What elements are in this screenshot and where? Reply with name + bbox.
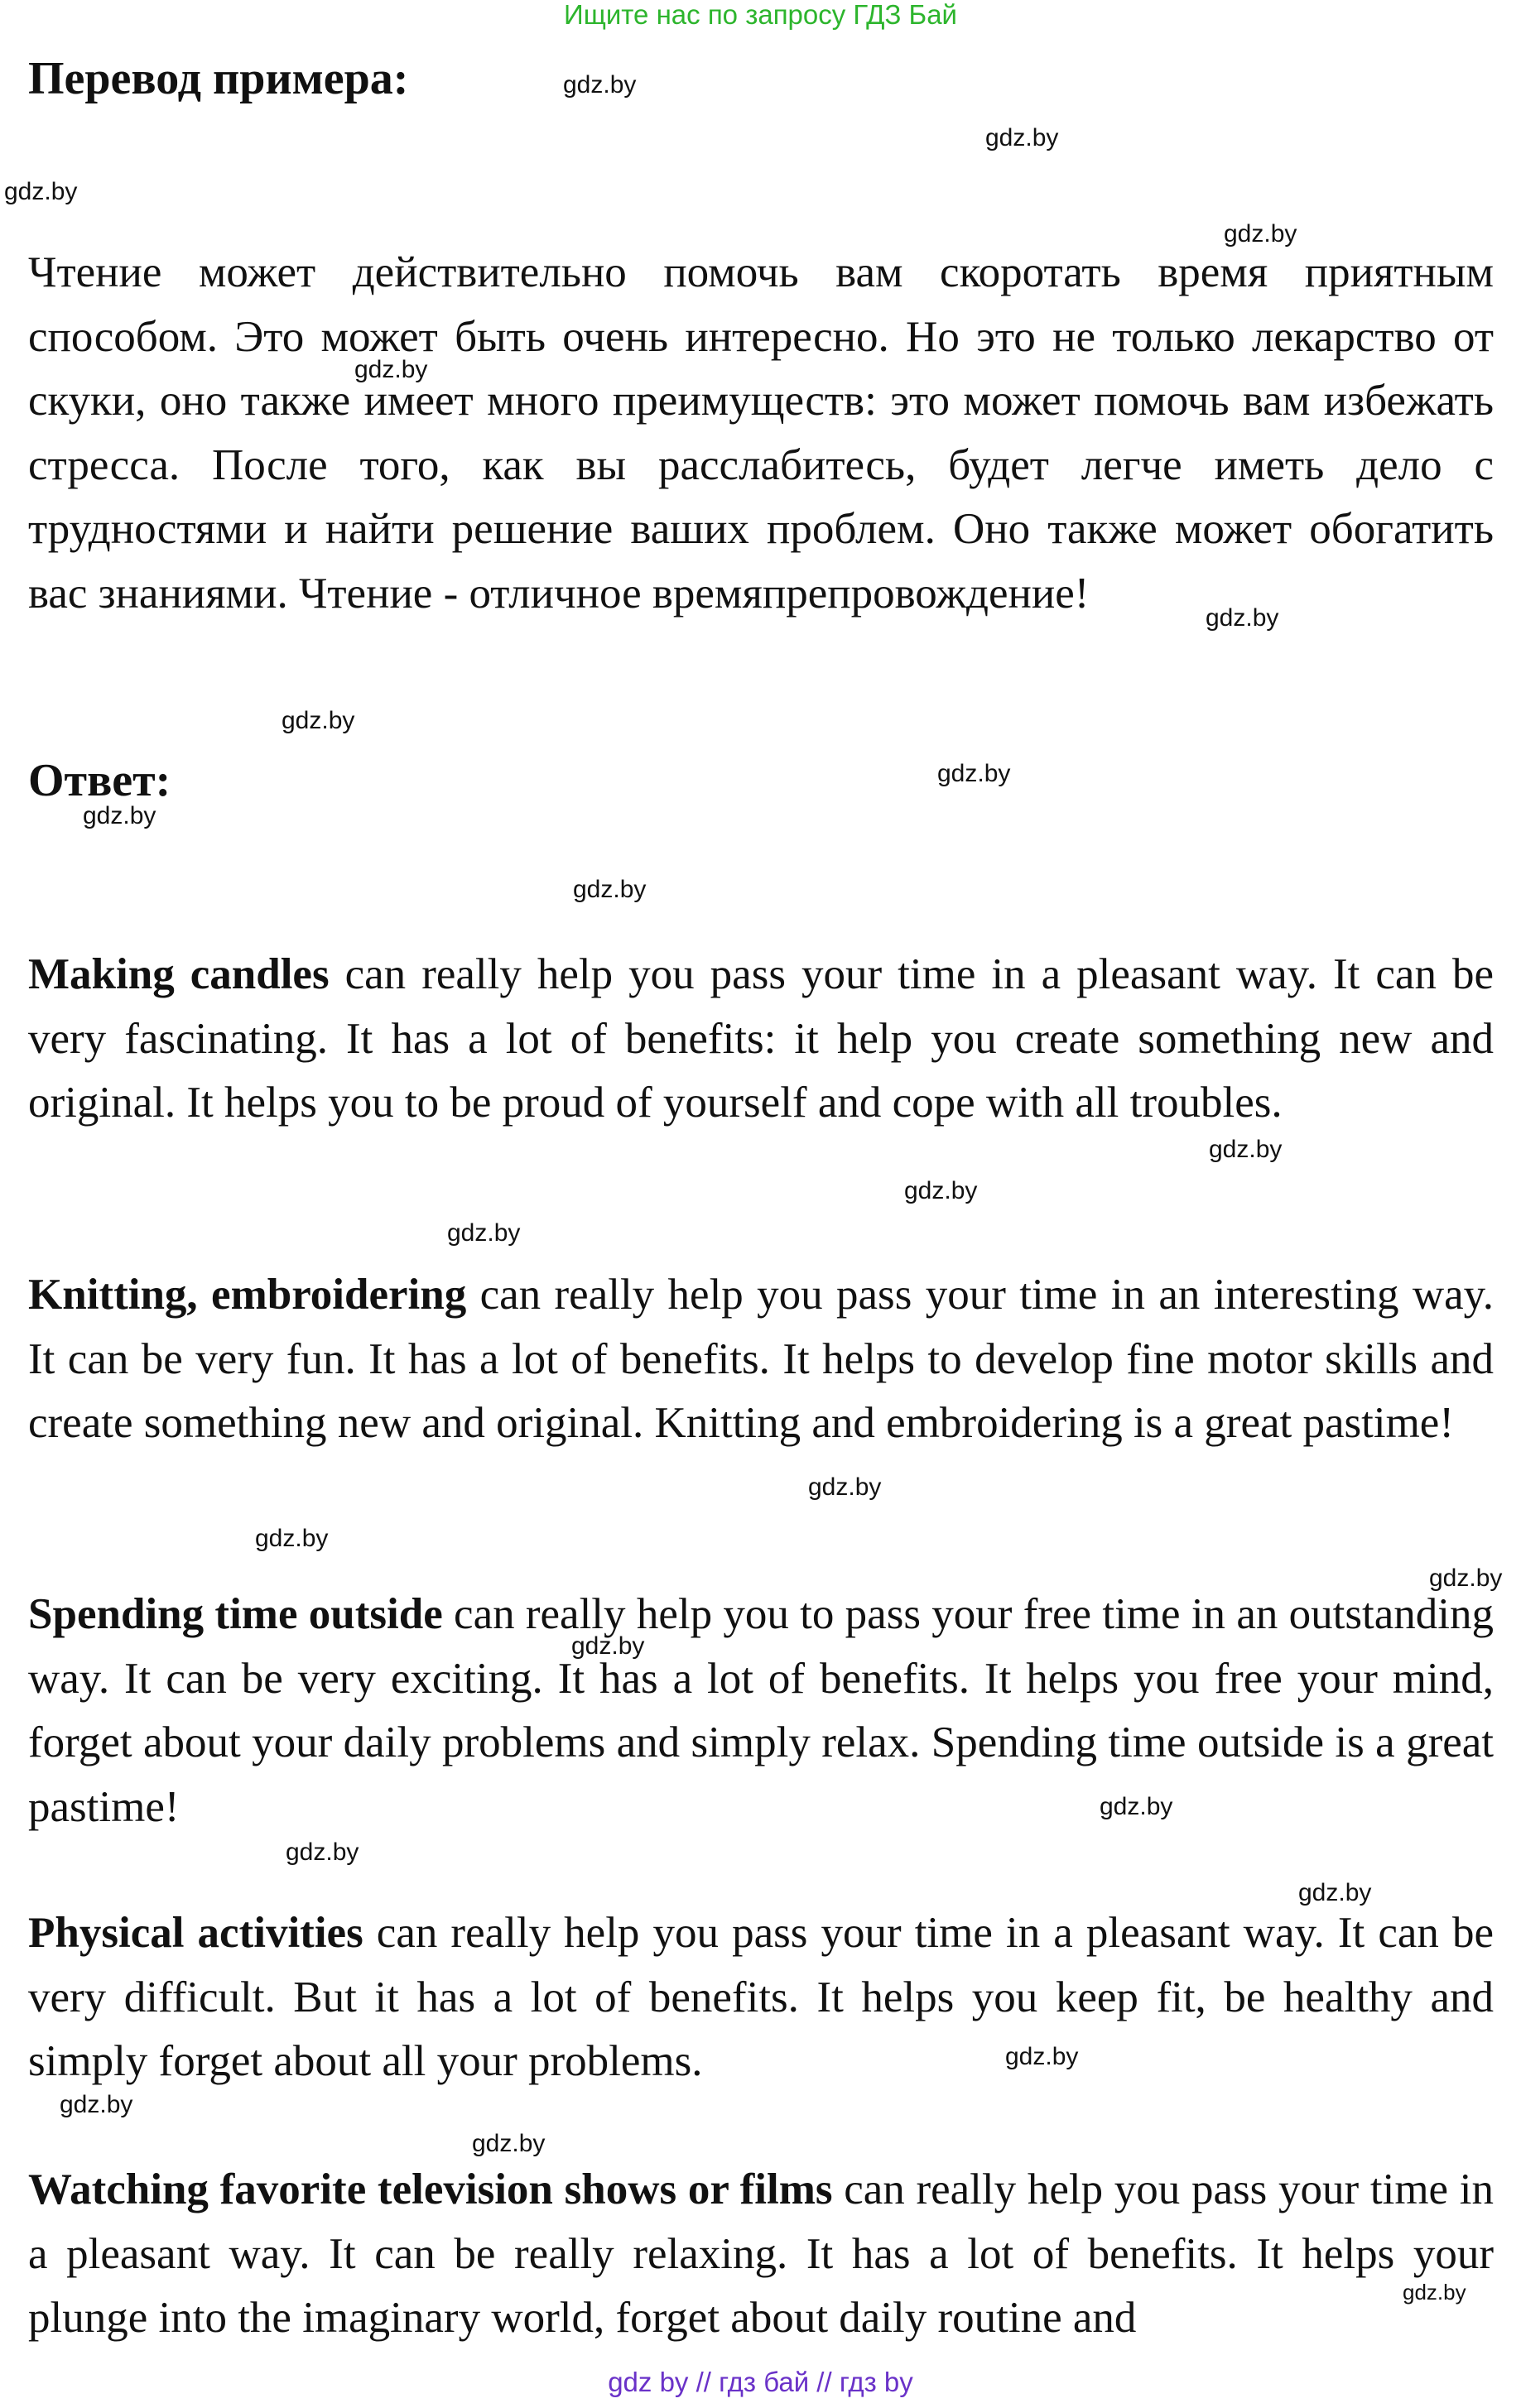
watermark: gdz.by	[60, 2091, 133, 2118]
topic-title: Making candles	[28, 950, 330, 998]
watermark: gdz.by	[1005, 2043, 1079, 2070]
watermark: gdz.by	[282, 707, 355, 734]
answer-paragraph-physical	[28, 1901, 1494, 2094]
watermark: gdz.by	[1429, 1564, 1503, 1592]
watermark: gdz.by	[4, 178, 78, 205]
watermark: gdz.by	[1298, 1879, 1372, 1906]
watermark: gdz.by	[255, 1525, 329, 1552]
watermark: gdz.by	[83, 802, 156, 829]
topic-text: can really help you pass your time in an interesting way. It can be very fun. It has a lot of benefits. It helps to develop fine motor skills and create something new and original. Knitting and embroidering is a great pastime!	[28, 1271, 1494, 1447]
answer-paragraph-watching	[28, 2158, 1494, 2351]
watermark: gdz.by	[904, 1177, 978, 1204]
watermark: gdz.by	[354, 356, 428, 383]
topic-title: Watching favorite television shows or films	[28, 2165, 833, 2213]
example-translation: Чтение может действительно помочь вам скоротать время приятным способом. Это может быть очень интересно. Но это не только лекарство от скуки, оно также имеет много преимуществ: это может помочь вам избежать стресса. После того, как вы расслабитесь, будет легче иметь дело с трудностями и найти решение ваших проблем. Оно также может обогатить вас знаниями. Чтение - отличное времяпрепровождение!	[28, 248, 1494, 618]
bottom-banner[interactable]: gdz by // гдз бай // гдз by	[608, 2367, 913, 2397]
watermark: gdz.by	[808, 1473, 882, 1501]
topic-title: Knitting, embroidering	[28, 1271, 467, 1319]
watermark: gdz.by	[571, 1632, 645, 1660]
watermark: gdz.by	[563, 71, 637, 99]
topic-text: can really help you to pass your free time in an outstanding way. It can be very exciting. It has a lot of benefits. It helps you free your mind, forget about your daily problems and simply relax. Spending time outside is a great pastime!	[28, 1590, 1494, 1831]
topic-title: Physical activities	[28, 1909, 363, 1957]
answer-paragraph-knitting	[28, 1263, 1494, 1456]
watermark: gdz.by	[472, 2130, 546, 2157]
example-heading: Перевод примера:	[28, 53, 409, 104]
topic-text: can really help you pass your time in a pleasant way. It can be really relaxing. It has a lot of benefits. It helps your plunge into the imaginary world, forget about daily routine and	[28, 2165, 1495, 2342]
watermark: gdz.by	[447, 1219, 521, 1247]
watermark: gdz.by	[286, 1838, 359, 1866]
watermark: gdz.by	[1224, 220, 1297, 248]
top-banner[interactable]: Ищите нас по запросу ГДЗ Бай	[564, 0, 957, 30]
watermark: gdz.by	[937, 760, 1011, 787]
answer-paragraph-candles	[28, 943, 1494, 1136]
watermark: gdz.by	[1209, 1136, 1283, 1163]
watermark: gdz.by	[1403, 2280, 1466, 2305]
topic-text: can really help you pass your time in a pleasant way. It can be very fascinating. It has a lot of benefits: it help you create something new and original. It helps you to be proud of yourself and cope with all troubles.	[28, 950, 1494, 1127]
answer-paragraph-outside	[28, 1583, 1494, 1839]
answer-heading: Ответ:	[28, 755, 171, 806]
watermark: gdz.by	[1100, 1793, 1173, 1820]
watermark: gdz.by	[573, 876, 647, 903]
watermark: gdz.by	[1206, 604, 1279, 632]
topic-text: can really help you pass your time in a pleasant way. It can be very difficult. But it has a lot of benefits. It helps you keep fit, be healthy and simply forget about all your problems.	[28, 1909, 1494, 2085]
watermark: gdz.by	[985, 124, 1059, 151]
topic-title: Spending time outside	[28, 1590, 443, 1638]
